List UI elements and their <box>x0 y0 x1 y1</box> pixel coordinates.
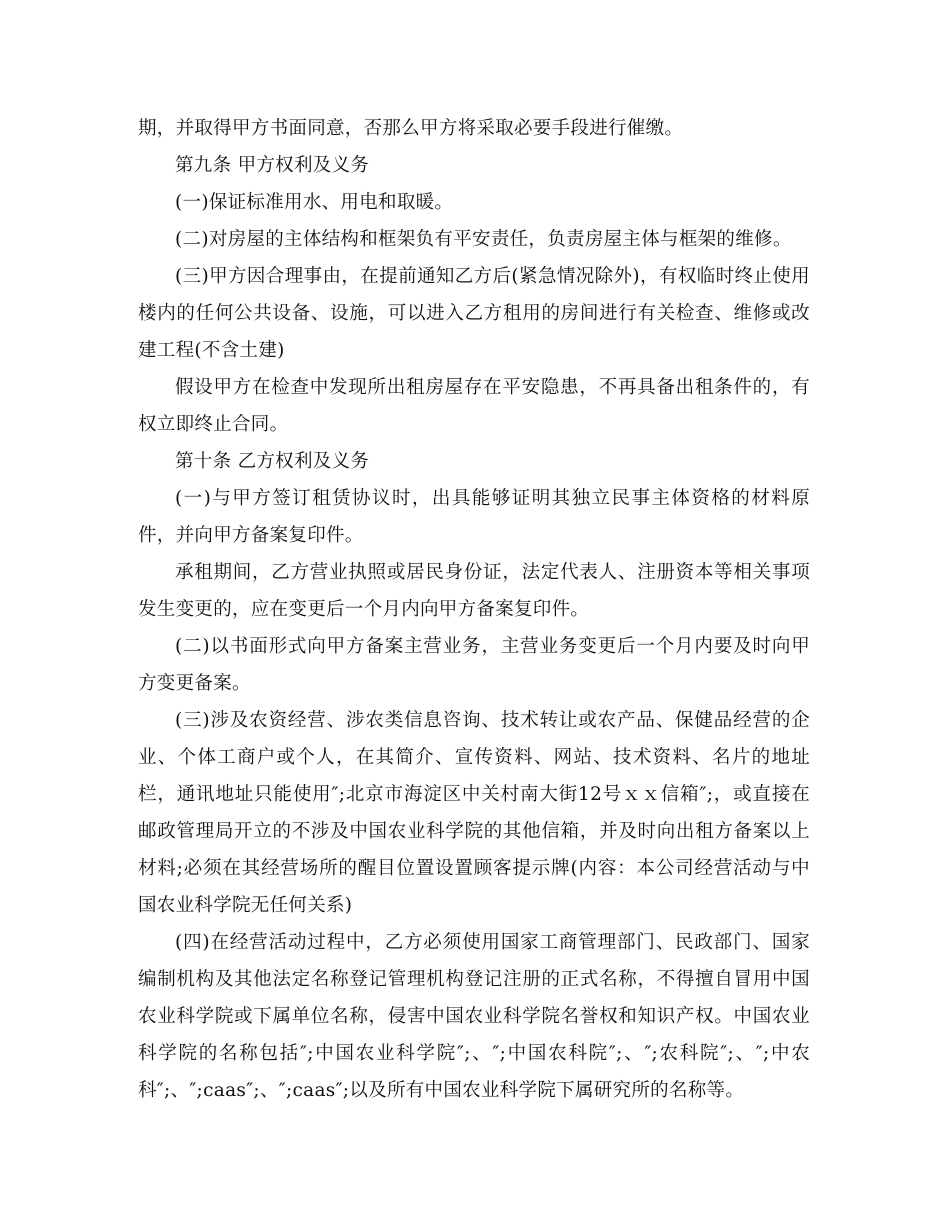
paragraph-9-3-note: 假设甲方在检查中发现所出租房屋存在平安隐患，不再具备出租条件的，有权立即终止合同。 <box>138 377 810 435</box>
article-9-heading: 第九条 甲方权利及义务 <box>175 155 370 176</box>
article-10-heading: 第十条 乙方权利及义务 <box>175 451 370 472</box>
paragraph-9-1: (一)保证标准用水、用电和取暖。 <box>175 192 454 213</box>
paragraph-10-2: (二)以书面形式向甲方备案主营业务，主营业务变更后一个月内要及时向甲方变更备案。 <box>138 636 810 694</box>
paragraph-9-2: (二)对房屋的主体结构和框架负有平安责任，负责房屋主体与框架的维修。 <box>175 229 792 250</box>
document-page <box>138 110 810 1109</box>
paragraph-9-3: (三)甲方因合理事由，在提前通知乙方后(紧急情况除外)，有权临时终止使用楼内的任何公共设备、设施，可以进入乙方租用的房间进行有关检查、维修或改建工程(不含土建) <box>138 266 810 361</box>
paragraph-10-1: (一)与甲方签订租赁协议时，出具能够证明其独立民事主体资格的材料原件，并向甲方备案复印件。 <box>138 488 810 546</box>
paragraph-10-4: (四)在经营活动过程中，乙方必须使用国家工商管理部门、民政部门、国家编制机构及其他法定名称登记管理机构登记注册的正式名称，不得擅自冒用中国农业科学院或下属单位名称，侵害中国农业科学院名誉权和知识产权。中国农业科学院的名称包括″;中国农业科学院″;、″;中国农科院″;、″;农科院″;、″;中农科″;、″;caas″;、″;caas″;以及所有中国农业科学院下属研究所的名称等。 <box>138 932 810 1101</box>
paragraph-10-1-note: 承租期间，乙方营业执照或居民身份证，法定代表人、注册资本等相关事项发生变更的，应在变更后一个月内向甲方备案复印件。 <box>138 562 810 620</box>
paragraph-continuation: 期，并取得甲方书面同意，否那么甲方将采取必要手段进行催缴。 <box>138 118 684 139</box>
paragraph-10-3: (三)涉及农资经营、涉农类信息咨询、技术转让或农产品、保健品经营的企业、个体工商户或个人，在其简介、宣传资料、网站、技术资料、名片的地址栏，通讯地址只能使用″;北京市海淀区中关村南大街12号ｘｘ信箱″;，或直接在邮政管理局开立的不涉及中国农业科学院的其他信箱，并及时向出租方备案以上材料;必须在其经营场所的醒目位置设置顾客提示牌(内容：本公司经营活动与中国农业科学院无任何关系) <box>138 710 810 916</box>
